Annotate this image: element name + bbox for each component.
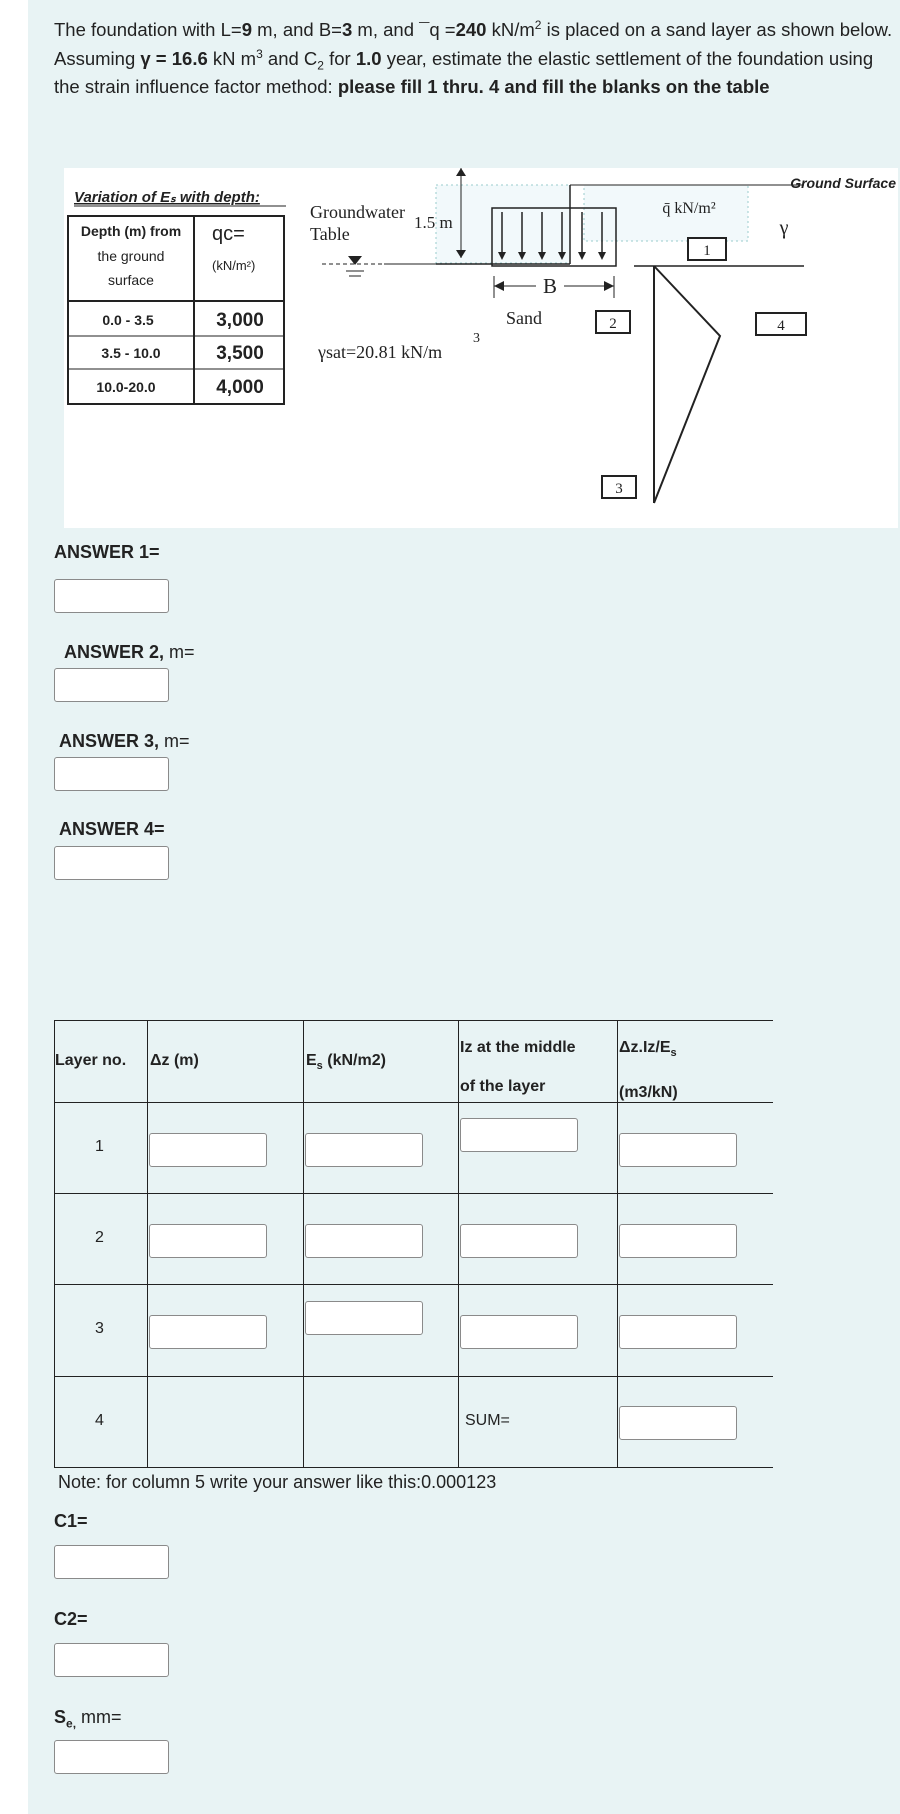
header-es: $E_s$ (kN/m2) <box>306 1052 386 1073</box>
layer-4-label: 4 <box>95 1412 104 1429</box>
es-depth-3: 10.0-20.0 <box>96 379 156 395</box>
box-3-label: 3 <box>615 481 623 497</box>
es-col2-unit: (kN/m²) <box>212 258 256 273</box>
format-note: Note: for column 5 write your answer like this:0.000123 <box>58 1472 497 1492</box>
foundation-diagram <box>64 168 898 528</box>
layer-2-iz-input[interactable] <box>460 1224 578 1258</box>
es-depth-1: 0.0 - 3.5 <box>102 312 154 328</box>
c2-label: C2= <box>54 1609 88 1629</box>
sand-label: Sand <box>506 308 542 328</box>
layer-1-label: 1 <box>95 1138 104 1155</box>
sum-input[interactable] <box>619 1406 737 1440</box>
header-dz: Δz (m) <box>150 1052 199 1069</box>
layer-2-label: 2 <box>95 1229 104 1246</box>
answer-3-input[interactable] <box>54 757 169 791</box>
es-qc-1: 3,000 <box>216 310 264 331</box>
es-col1-line3: surface <box>108 272 154 288</box>
es-title: Variation of Eₛ with depth: <box>74 189 260 206</box>
answer-3-label: ANSWER 3, m= <box>59 731 190 751</box>
problem-statement: The foundation with L=9 m, and B=3 m, and ¯q =240 $kN/m^2$ is placed on a sand layer as shown below. Assuming γ = 16.6 kN $m^3$ and $C_2$ for 1.0 year, estimate the elastic settlement of the foundation using the strain influence factor method: please fill 1 thru. 4 and fill the blanks on the table <box>54 17 893 97</box>
box-4-label: 4 <box>777 318 785 334</box>
es-depth-2: 3.5 - 10.0 <box>101 345 161 361</box>
answer-4-label: ANSWER 4= <box>59 819 165 839</box>
layer-2-ratio-input[interactable] <box>619 1224 737 1258</box>
se-label: $S_{e,}$ mm= <box>54 1707 122 1731</box>
gamma-symbol: γ <box>779 217 789 239</box>
width-label: B <box>542 274 558 298</box>
layer-1-dz-input[interactable] <box>149 1133 267 1167</box>
header-iz: Iz at the middle of the layer <box>460 1039 576 1095</box>
surcharge-label: q̄ kN/m² <box>662 200 716 217</box>
layer-3-ratio-input[interactable] <box>619 1315 737 1349</box>
groundwater-label-2: Table <box>310 224 350 244</box>
layer-3-iz-input[interactable] <box>460 1315 578 1349</box>
answer-2-label: ANSWER 2, m= <box>64 642 195 662</box>
c1-label: C1= <box>54 1511 88 1531</box>
sum-label: SUM= <box>465 1412 510 1429</box>
header-ratio: $\Delta z.Iz/E_s$ (m3/kN) <box>619 1039 678 1102</box>
es-qc-2: 3,500 <box>216 343 264 364</box>
es-col2-head: qc= <box>212 223 245 245</box>
layer-3-dz-input[interactable] <box>149 1315 267 1349</box>
box-1-label: 1 <box>703 243 711 259</box>
groundwater-label-1: Groundwater <box>310 202 405 222</box>
se-input[interactable] <box>54 1740 169 1774</box>
layer-2-dz-input[interactable] <box>149 1224 267 1258</box>
layer-2-es-input[interactable] <box>305 1224 423 1258</box>
answer-2-input[interactable] <box>54 668 169 702</box>
gamma-sat-label: γsat=20.81 kN/m <box>318 342 443 362</box>
ground-surface-label: Ground Surface <box>790 175 896 191</box>
es-col1-line2: the ground <box>97 248 165 264</box>
answer-1-label: ANSWER 1= <box>54 542 160 562</box>
embedment-depth-label: 1.5 m <box>414 213 453 232</box>
es-col1-line1: Depth (m) from <box>80 223 182 239</box>
c2-input[interactable] <box>54 1643 169 1677</box>
layer-3-es-input[interactable] <box>305 1301 423 1335</box>
layer-1-es-input[interactable] <box>305 1133 423 1167</box>
answer-4-input[interactable] <box>54 846 169 880</box>
c1-input[interactable] <box>54 1545 169 1579</box>
box-2-label: 2 <box>609 316 617 332</box>
foundation-figure <box>64 168 898 528</box>
gamma-sat-exponent: 3 <box>473 331 480 346</box>
layer-3-label: 3 <box>95 1320 104 1337</box>
answer-1-input[interactable] <box>54 579 169 613</box>
layer-1-iz-input[interactable] <box>460 1118 578 1152</box>
layer-1-ratio-input[interactable] <box>619 1133 737 1167</box>
es-qc-3: 4,000 <box>216 377 264 398</box>
header-layer-no: Layer no. <box>55 1052 127 1069</box>
